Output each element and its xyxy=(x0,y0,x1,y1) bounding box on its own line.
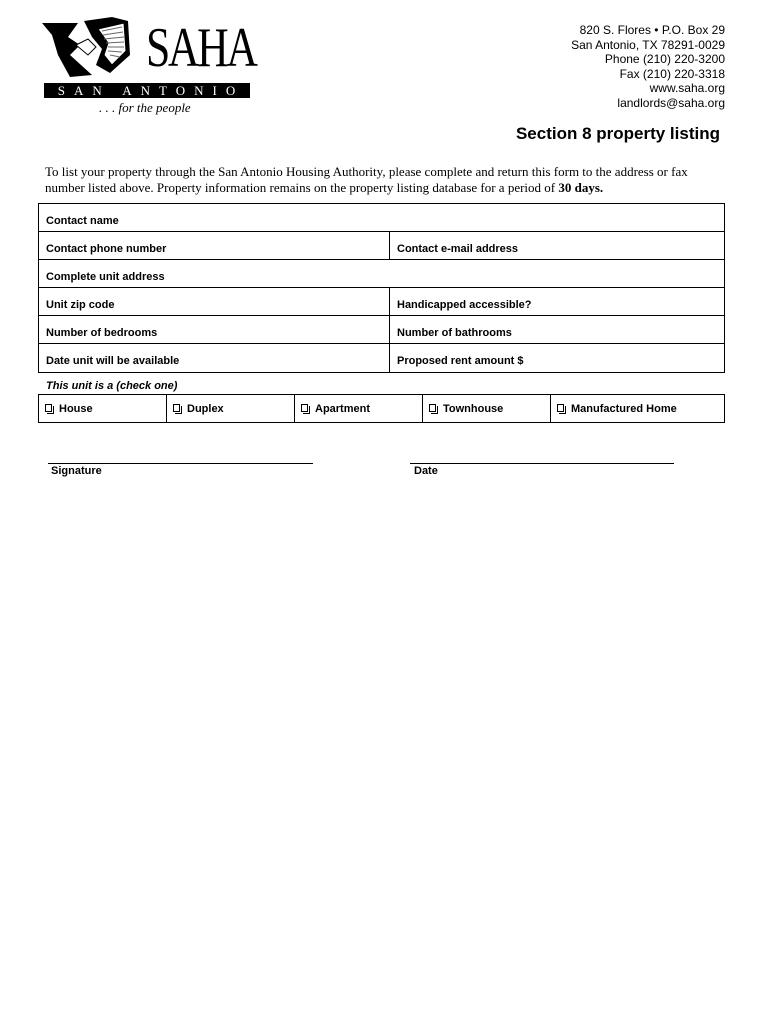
intro-period: 30 days. xyxy=(558,179,604,195)
contact-address-block xyxy=(571,23,725,110)
fax-line: Fax (210) 220-3318 xyxy=(619,66,725,81)
unit-type-heading: This unit is a (check one) xyxy=(46,380,178,392)
unit-type-townhouse-option[interactable] xyxy=(423,395,551,422)
checkbox-icon[interactable] xyxy=(429,404,436,412)
address-line: San Antonio, TX 78291-0029 xyxy=(571,37,725,52)
email-link[interactable]: landlords@saha.org xyxy=(617,95,725,110)
option-label: Apartment xyxy=(315,403,371,415)
date-label: Date xyxy=(414,465,438,477)
website-link[interactable]: www.saha.org xyxy=(649,81,725,95)
checkbox-icon[interactable] xyxy=(557,404,564,412)
unit-address-field[interactable]: Complete unit address xyxy=(46,271,165,283)
intro-paragraph xyxy=(45,164,730,195)
option-label: Townhouse xyxy=(443,403,504,415)
checkbox-icon[interactable] xyxy=(173,404,180,412)
option-label: House xyxy=(59,403,93,415)
intro-text: To list your property through the San Antonio Housing Authority, please complete and return this form to the address or fax number listed above. Property information remains on the property listing database for a period of xyxy=(45,164,688,195)
checkbox-icon[interactable] xyxy=(45,404,52,412)
unit-type-options xyxy=(38,394,725,423)
date-available-field[interactable]: Date unit will be available xyxy=(39,344,390,372)
option-label: Duplex xyxy=(187,403,224,415)
contact-phone-field[interactable]: Contact phone number xyxy=(39,232,390,259)
form-row xyxy=(39,316,724,344)
form-row xyxy=(39,204,724,232)
unit-type-apartment-option[interactable] xyxy=(295,395,423,422)
signature-label: Signature xyxy=(51,465,102,477)
logo-city-bar: SAN ANTONIO xyxy=(44,83,250,98)
contact-name-field[interactable]: Contact name xyxy=(46,215,119,227)
bedrooms-field[interactable]: Number of bedrooms xyxy=(39,316,390,343)
phone-line: Phone (210) 220-3200 xyxy=(604,52,725,66)
form-row xyxy=(39,232,724,260)
contact-email-field[interactable]: Contact e-mail address xyxy=(397,243,519,255)
logo-tagline: . . . for the people xyxy=(99,100,191,115)
unit-type-house-option[interactable] xyxy=(39,395,167,422)
option-label: Manufactured Home xyxy=(571,403,677,415)
form-row xyxy=(39,344,724,372)
logo-wordmark: SAHA xyxy=(146,17,256,79)
saha-emblem-icon xyxy=(40,15,150,85)
handicapped-field[interactable]: Handicapped accessible? xyxy=(397,299,532,311)
listing-form xyxy=(38,203,725,373)
address-line: 820 S. Flores • P.O. Box 29 xyxy=(579,23,725,37)
form-row xyxy=(39,288,724,316)
page-title: Section 8 property listing xyxy=(515,124,720,143)
saha-logo xyxy=(40,15,255,120)
unit-type-manufactured-option[interactable] xyxy=(551,395,724,422)
bathrooms-field[interactable]: Number of bathrooms xyxy=(397,327,512,339)
zip-code-field[interactable]: Unit zip code xyxy=(39,288,390,315)
unit-type-duplex-option[interactable] xyxy=(167,395,295,422)
rent-amount-field[interactable]: Proposed rent amount $ xyxy=(397,355,524,367)
checkbox-icon[interactable] xyxy=(301,404,308,412)
signature-line[interactable] xyxy=(48,463,313,464)
date-line[interactable] xyxy=(410,463,674,464)
form-row xyxy=(39,260,724,288)
